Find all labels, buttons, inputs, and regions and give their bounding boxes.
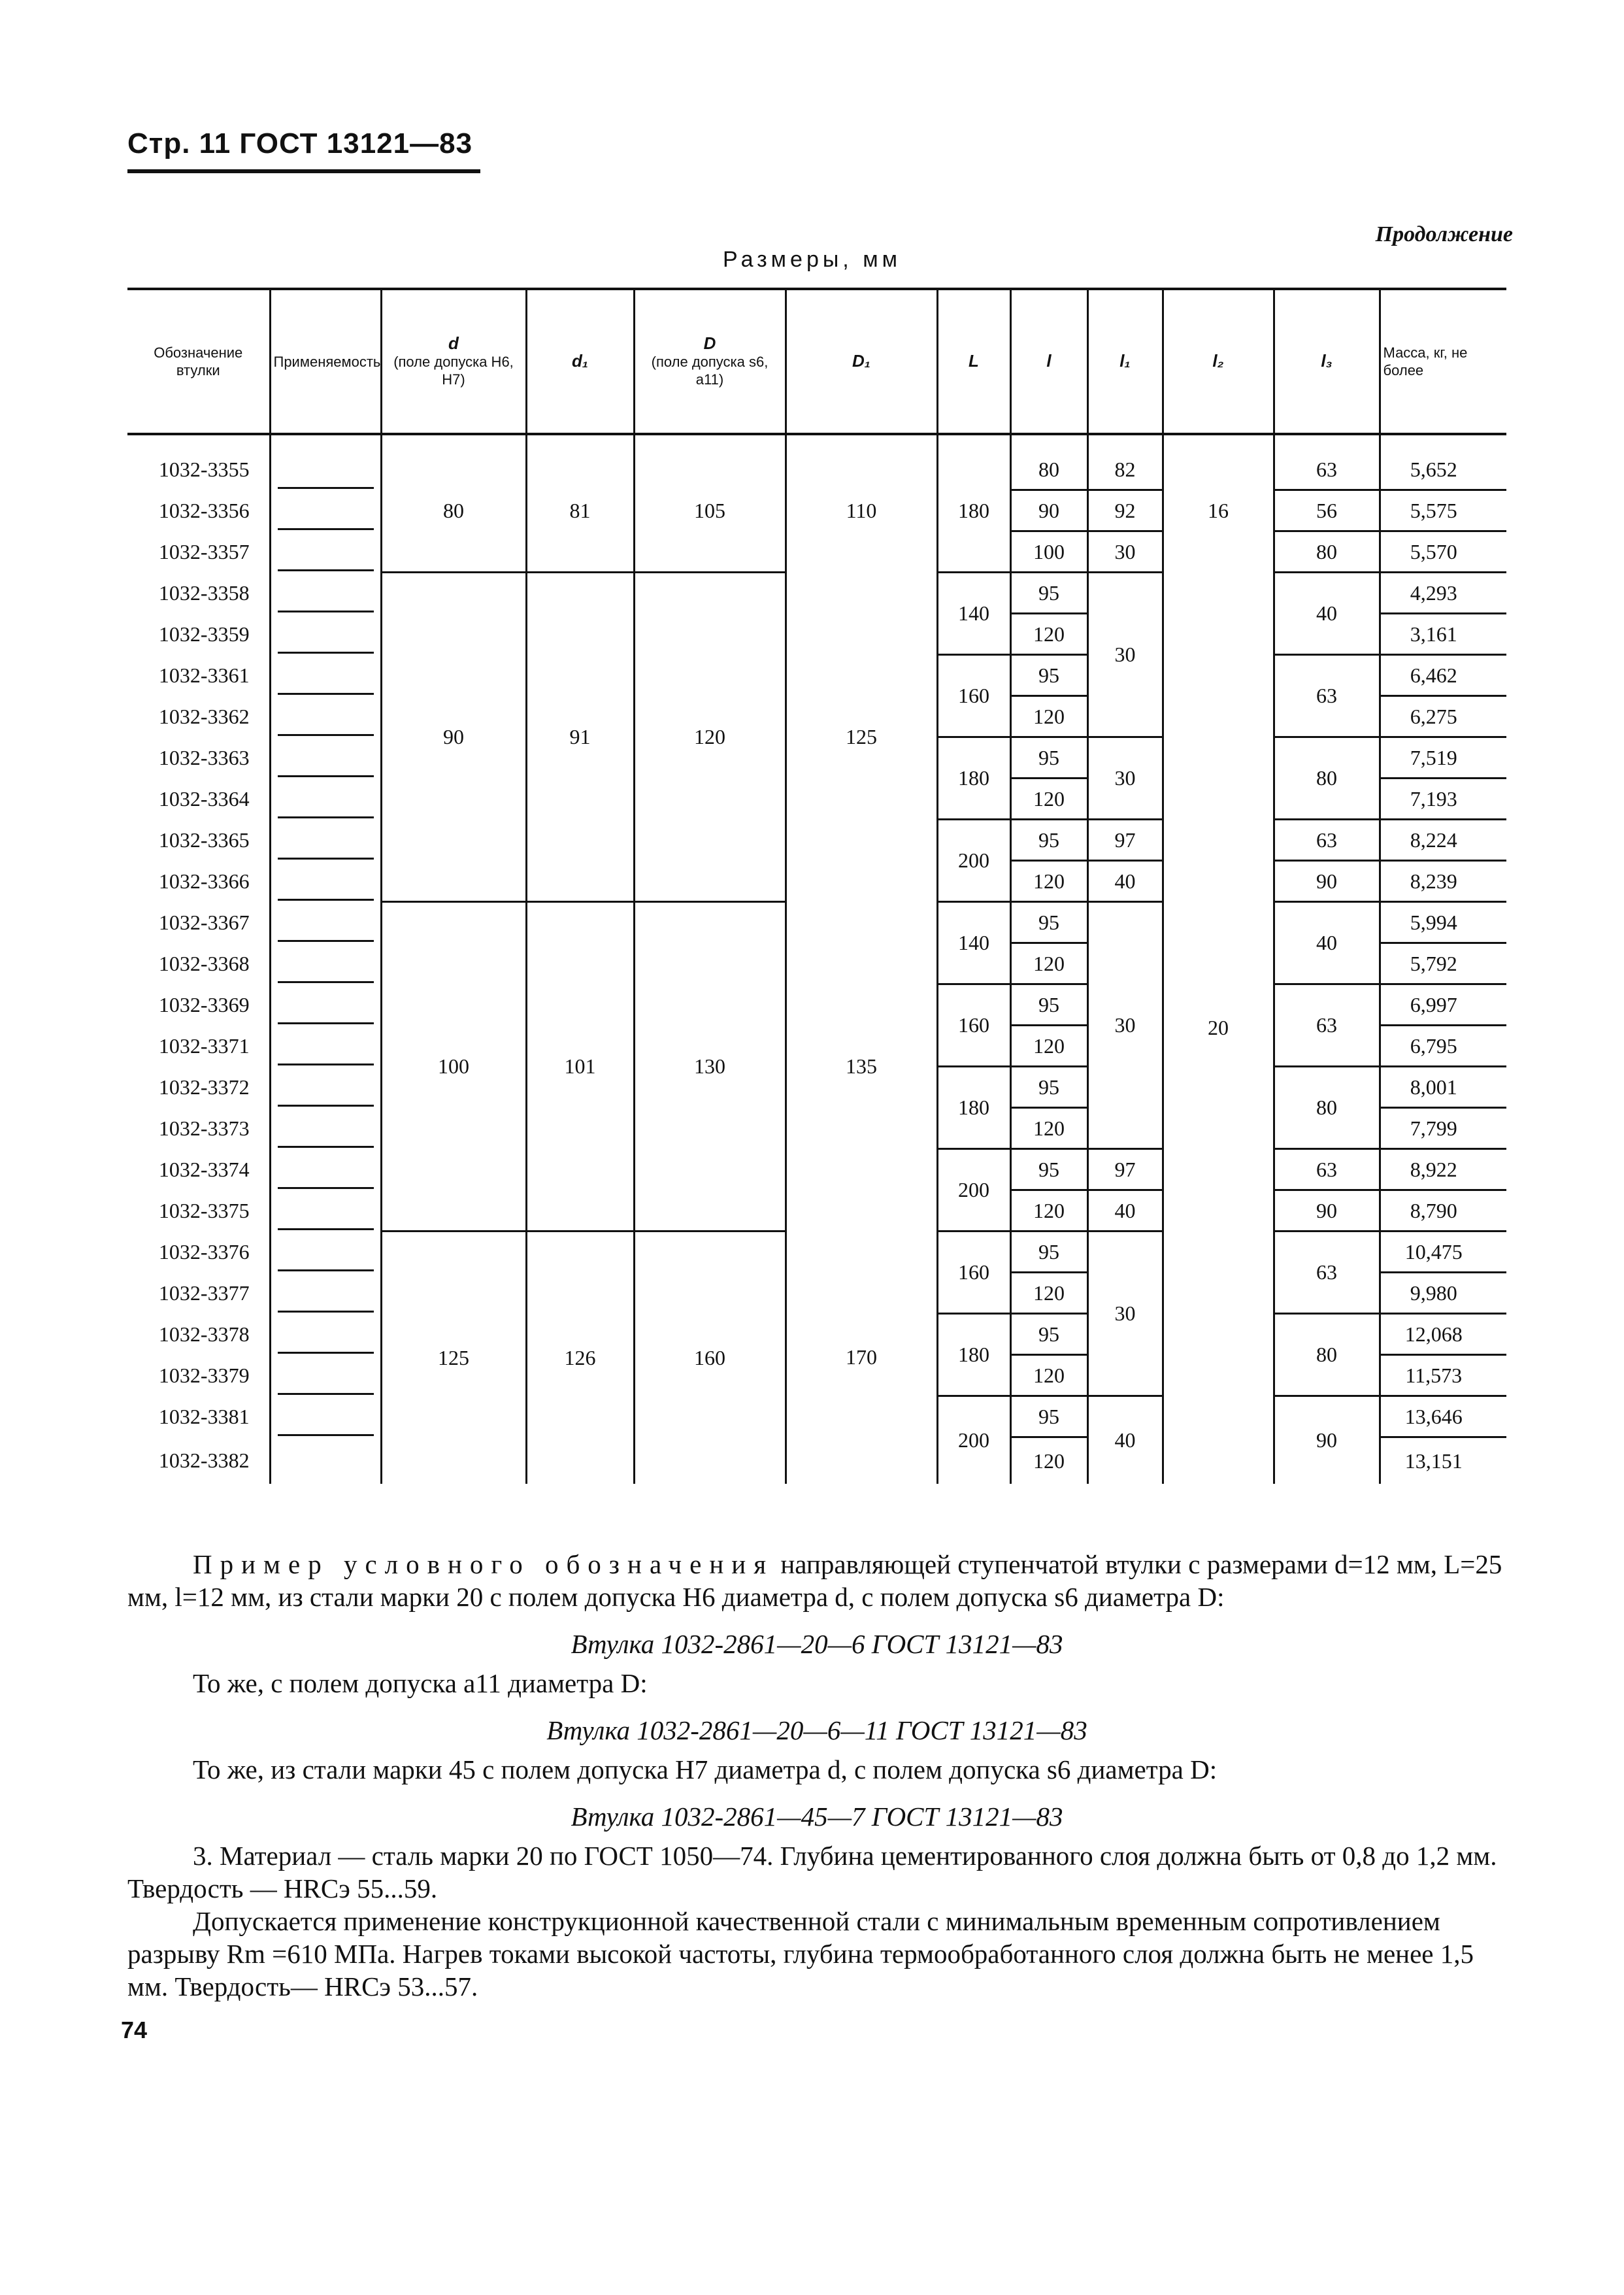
mass-value: 6,462 bbox=[1380, 655, 1506, 696]
blank-line bbox=[278, 1398, 374, 1436]
l-value: 120 bbox=[1010, 779, 1087, 820]
continuation-label: Продолжение bbox=[1375, 222, 1513, 246]
table-header-row bbox=[127, 289, 1506, 434]
D-value: 120 bbox=[634, 573, 786, 902]
mass-value: 8,224 bbox=[1380, 820, 1506, 861]
applicability-cell bbox=[270, 820, 381, 861]
col-l2-symbol: l₂ bbox=[1212, 351, 1224, 371]
applicability-cell bbox=[270, 737, 381, 779]
col-applicability: Применяемость bbox=[270, 289, 381, 434]
blank-line bbox=[278, 492, 374, 530]
l-value: 120 bbox=[1010, 861, 1087, 902]
blank-line bbox=[278, 862, 374, 901]
table-row bbox=[127, 902, 1506, 943]
mass-value: 6,795 bbox=[1380, 1026, 1506, 1067]
mass-value: 5,570 bbox=[1380, 531, 1506, 573]
col-l3-symbol: l₃ bbox=[1321, 351, 1333, 371]
formula-2: Втулка 1032-2861—20—6—11 ГОСТ 13121—83 bbox=[546, 1715, 1087, 1745]
table-body bbox=[127, 434, 1506, 1484]
mass-value: 6,275 bbox=[1380, 696, 1506, 737]
applicability-cell bbox=[270, 1396, 381, 1437]
l-value: 95 bbox=[1010, 1396, 1087, 1437]
l-value: 120 bbox=[1010, 1026, 1087, 1067]
l-value: 95 bbox=[1010, 573, 1087, 614]
L-value: 180 bbox=[937, 737, 1010, 820]
L-value: 200 bbox=[937, 1149, 1010, 1231]
blank-line bbox=[278, 903, 374, 942]
l3-value: 90 bbox=[1274, 1396, 1380, 1484]
page-header: Стр. 11 ГОСТ 13121—83 bbox=[127, 127, 480, 173]
l1-value: 30 bbox=[1087, 1231, 1163, 1396]
D-value: 130 bbox=[634, 902, 786, 1231]
l3-value: 40 bbox=[1274, 573, 1380, 655]
applicability-cell bbox=[270, 943, 381, 984]
page-number: 74 bbox=[121, 2017, 148, 2043]
bushing-code: 1032-3357 bbox=[127, 531, 270, 573]
d-value: 80 bbox=[381, 434, 526, 573]
mass-value: 4,293 bbox=[1380, 573, 1506, 614]
l1-value: 30 bbox=[1087, 531, 1163, 573]
dimensions-table bbox=[127, 288, 1506, 1484]
mass-value: 10,475 bbox=[1380, 1231, 1506, 1273]
blank-line bbox=[278, 1068, 374, 1107]
d1-value: 101 bbox=[526, 902, 634, 1231]
bushing-code: 1032-3382 bbox=[127, 1437, 270, 1484]
blank-line bbox=[278, 821, 374, 860]
l1-value: 30 bbox=[1087, 902, 1163, 1149]
example-intro: Пример условного обозначения bbox=[193, 1549, 774, 1579]
table-row bbox=[127, 1231, 1506, 1273]
bushing-code: 1032-3377 bbox=[127, 1273, 270, 1314]
applicability-cell bbox=[270, 1273, 381, 1314]
col-d1-symbol: d₁ bbox=[571, 351, 589, 371]
bushing-code: 1032-3373 bbox=[127, 1108, 270, 1149]
D-value: 105 bbox=[634, 434, 786, 573]
l-value: 90 bbox=[1010, 490, 1087, 531]
mass-value: 8,922 bbox=[1380, 1149, 1506, 1190]
applicability-cell bbox=[270, 1314, 381, 1355]
l2-value: 16 bbox=[1163, 434, 1274, 573]
formula-1: Втулка 1032-2861—20—6 ГОСТ 13121—83 bbox=[571, 1629, 1063, 1659]
blank-line bbox=[278, 615, 374, 654]
col-L bbox=[937, 289, 1010, 434]
l-value: 120 bbox=[1010, 1437, 1087, 1484]
D1-value: 110 bbox=[786, 434, 937, 573]
l-value: 100 bbox=[1010, 531, 1087, 573]
bushing-code: 1032-3371 bbox=[127, 1026, 270, 1067]
applicability-cell bbox=[270, 1231, 381, 1273]
d1-value: 91 bbox=[526, 573, 634, 902]
col-d-symbol: d bbox=[448, 333, 459, 353]
col-D1-symbol: D₁ bbox=[852, 351, 870, 371]
l3-value: 90 bbox=[1274, 861, 1380, 902]
example-paragraph bbox=[127, 1548, 1506, 1613]
d-value: 125 bbox=[381, 1231, 526, 1484]
L-value: 180 bbox=[937, 1314, 1010, 1396]
mass-value: 7,519 bbox=[1380, 737, 1506, 779]
L-value: 160 bbox=[937, 984, 1010, 1067]
blank-line bbox=[278, 1192, 374, 1230]
bushing-code: 1032-3361 bbox=[127, 655, 270, 696]
blank-line bbox=[278, 574, 374, 612]
col-L-symbol: L bbox=[969, 351, 979, 371]
l3-value: 80 bbox=[1274, 1067, 1380, 1149]
l-value: 120 bbox=[1010, 943, 1087, 984]
L-value: 200 bbox=[937, 1396, 1010, 1484]
l1-value: 92 bbox=[1087, 490, 1163, 531]
d-value: 90 bbox=[381, 573, 526, 902]
col-designation: Обозначение втулки bbox=[127, 289, 270, 434]
applicability-cell bbox=[270, 655, 381, 696]
col-D bbox=[634, 289, 786, 434]
applicability-cell bbox=[270, 1355, 381, 1396]
applicability-cell bbox=[270, 490, 381, 531]
table-row bbox=[127, 573, 1506, 614]
bushing-code: 1032-3374 bbox=[127, 1149, 270, 1190]
same-as-1: То же, с полем допуска a11 диаметра D: bbox=[193, 1668, 648, 1698]
mass-value: 8,239 bbox=[1380, 861, 1506, 902]
bushing-code: 1032-3359 bbox=[127, 614, 270, 655]
col-l bbox=[1010, 289, 1087, 434]
mass-value: 5,792 bbox=[1380, 943, 1506, 984]
col-D-note: (поле допуска s6, a11) bbox=[651, 354, 769, 388]
applicability-cell bbox=[270, 531, 381, 573]
l1-value: 40 bbox=[1087, 1190, 1163, 1231]
l-value: 95 bbox=[1010, 902, 1087, 943]
L-value: 200 bbox=[937, 820, 1010, 902]
mass-value: 13,151 bbox=[1380, 1437, 1506, 1484]
d1-value: 126 bbox=[526, 1231, 634, 1484]
allowed-paragraph: Допускается применение конструкционной качественной стали с минимальным временным сопротивлением разрыву Rm =610 МПа. Нагрев токами высокой частоты, глубина термообработанного слоя должна быть не менее 1,5 мм. Твердость— HRCэ 53...57. bbox=[127, 1906, 1474, 2002]
col-l1 bbox=[1087, 289, 1163, 434]
bushing-code: 1032-3372 bbox=[127, 1067, 270, 1108]
L-value: 180 bbox=[937, 434, 1010, 573]
l3-value: 63 bbox=[1274, 655, 1380, 737]
l-value: 120 bbox=[1010, 1190, 1087, 1231]
l-value: 95 bbox=[1010, 655, 1087, 696]
bushing-code: 1032-3379 bbox=[127, 1355, 270, 1396]
l3-value: 63 bbox=[1274, 1231, 1380, 1314]
l1-value: 82 bbox=[1087, 434, 1163, 490]
blank-line bbox=[278, 656, 374, 695]
l1-value: 97 bbox=[1087, 820, 1163, 861]
applicability-cell bbox=[270, 434, 381, 490]
blank-line bbox=[278, 697, 374, 736]
l-value: 95 bbox=[1010, 1067, 1087, 1108]
l1-value: 40 bbox=[1087, 861, 1163, 902]
blank-line bbox=[278, 780, 374, 818]
L-value: 140 bbox=[937, 573, 1010, 655]
mass-value: 12,068 bbox=[1380, 1314, 1506, 1355]
blank-line bbox=[278, 533, 374, 571]
mass-value: 5,575 bbox=[1380, 490, 1506, 531]
col-l1-symbol: l₁ bbox=[1119, 351, 1131, 371]
bushing-code: 1032-3364 bbox=[127, 779, 270, 820]
same-as-2: То же, из стали марки 45 с полем допуска H7 диаметра d, с полем допуска s6 диаметра D: bbox=[193, 1754, 1218, 1784]
bushing-code: 1032-3381 bbox=[127, 1396, 270, 1437]
mass-value: 6,997 bbox=[1380, 984, 1506, 1026]
col-d-note: (поле допуска H6, H7) bbox=[393, 354, 514, 388]
bushing-code: 1032-3375 bbox=[127, 1190, 270, 1231]
blank-line bbox=[278, 1109, 374, 1148]
material-paragraph: 3. Материал — сталь марки 20 по ГОСТ 1050—74. Глубина цементированного слоя должна быть от 0,8 до 1,2 мм. Твердость — HRCэ 55...59. bbox=[127, 1841, 1497, 1903]
l-value: 95 bbox=[1010, 1231, 1087, 1273]
blank-line bbox=[278, 1027, 374, 1065]
l-value: 95 bbox=[1010, 820, 1087, 861]
applicability-cell bbox=[270, 902, 381, 943]
col-d bbox=[381, 289, 526, 434]
l3-value: 90 bbox=[1274, 1190, 1380, 1231]
body-text bbox=[127, 1548, 1506, 2003]
units-caption: Размеры, мм bbox=[723, 247, 901, 272]
bushing-code: 1032-3355 bbox=[127, 434, 270, 490]
l3-value: 80 bbox=[1274, 1314, 1380, 1396]
blank-line bbox=[278, 945, 374, 983]
mass-value: 9,980 bbox=[1380, 1273, 1506, 1314]
blank-line bbox=[278, 739, 374, 777]
blank-line bbox=[278, 986, 374, 1024]
applicability-cell bbox=[270, 1108, 381, 1149]
applicability-cell bbox=[270, 984, 381, 1026]
mass-value: 5,994 bbox=[1380, 902, 1506, 943]
applicability-cell bbox=[270, 1437, 381, 1484]
D-value: 160 bbox=[634, 1231, 786, 1484]
bushing-code: 1032-3358 bbox=[127, 573, 270, 614]
bushing-code: 1032-3367 bbox=[127, 902, 270, 943]
bushing-code: 1032-3368 bbox=[127, 943, 270, 984]
example-rest: направляющей ступенчатой втулки с размерами d=12 мм, L=25 мм, l=12 мм, из стали марки 20 с полем допуска H6 диаметра d, с полем допуска s6 диаметра D: bbox=[127, 1549, 1502, 1612]
formula-3: Втулка 1032-2861—45—7 ГОСТ 13121—83 bbox=[571, 1801, 1063, 1832]
l-value: 95 bbox=[1010, 984, 1087, 1026]
applicability-cell bbox=[270, 573, 381, 614]
applicability-cell bbox=[270, 1190, 381, 1231]
l3-value: 56 bbox=[1274, 490, 1380, 531]
l-value: 95 bbox=[1010, 1149, 1087, 1190]
d1-value: 81 bbox=[526, 434, 634, 573]
l1-value: 97 bbox=[1087, 1149, 1163, 1190]
mass-value: 7,193 bbox=[1380, 779, 1506, 820]
blank-line bbox=[278, 1150, 374, 1189]
mass-value: 11,573 bbox=[1380, 1355, 1506, 1396]
blank-line bbox=[278, 1315, 374, 1354]
table-row bbox=[127, 434, 1506, 490]
l1-value: 30 bbox=[1087, 573, 1163, 737]
applicability-cell bbox=[270, 696, 381, 737]
l2-value: 20 bbox=[1163, 573, 1274, 1484]
bushing-code: 1032-3365 bbox=[127, 820, 270, 861]
col-l-symbol: l bbox=[1046, 351, 1052, 371]
D1-value: 125 bbox=[786, 573, 937, 902]
applicability-cell bbox=[270, 614, 381, 655]
bushing-code: 1032-3376 bbox=[127, 1231, 270, 1273]
l-value: 95 bbox=[1010, 737, 1087, 779]
mass-value: 7,799 bbox=[1380, 1108, 1506, 1149]
applicability-cell bbox=[270, 1067, 381, 1108]
col-D1 bbox=[786, 289, 937, 434]
mass-value: 3,161 bbox=[1380, 614, 1506, 655]
l-value: 120 bbox=[1010, 614, 1087, 655]
D1-value: 170 bbox=[786, 1231, 937, 1484]
applicability-cell bbox=[270, 779, 381, 820]
l3-value: 80 bbox=[1274, 531, 1380, 573]
L-value: 180 bbox=[937, 1067, 1010, 1149]
col-l3 bbox=[1274, 289, 1380, 434]
applicability-cell bbox=[270, 861, 381, 902]
blank-line bbox=[278, 1356, 374, 1395]
l3-value: 40 bbox=[1274, 902, 1380, 984]
col-D-symbol: D bbox=[703, 333, 716, 353]
bushing-code: 1032-3362 bbox=[127, 696, 270, 737]
bushing-code: 1032-3378 bbox=[127, 1314, 270, 1355]
D1-value: 135 bbox=[786, 902, 937, 1231]
l1-value: 30 bbox=[1087, 737, 1163, 820]
l-value: 120 bbox=[1010, 1355, 1087, 1396]
l3-value: 63 bbox=[1274, 1149, 1380, 1190]
l-value: 120 bbox=[1010, 696, 1087, 737]
blank-line bbox=[278, 450, 374, 489]
mass-value: 13,646 bbox=[1380, 1396, 1506, 1437]
bushing-code: 1032-3366 bbox=[127, 861, 270, 902]
l3-value: 63 bbox=[1274, 984, 1380, 1067]
mass-value: 8,790 bbox=[1380, 1190, 1506, 1231]
bushing-code: 1032-3363 bbox=[127, 737, 270, 779]
col-l2 bbox=[1163, 289, 1274, 434]
l3-value: 63 bbox=[1274, 434, 1380, 490]
l-value: 95 bbox=[1010, 1314, 1087, 1355]
l1-value: 40 bbox=[1087, 1396, 1163, 1484]
blank-line bbox=[278, 1274, 374, 1313]
applicability-cell bbox=[270, 1026, 381, 1067]
mass-value: 8,001 bbox=[1380, 1067, 1506, 1108]
col-d1 bbox=[526, 289, 634, 434]
L-value: 160 bbox=[937, 655, 1010, 737]
l3-value: 63 bbox=[1274, 820, 1380, 861]
l-value: 120 bbox=[1010, 1108, 1087, 1149]
L-value: 160 bbox=[937, 1231, 1010, 1314]
bushing-code: 1032-3356 bbox=[127, 490, 270, 531]
bushing-code: 1032-3369 bbox=[127, 984, 270, 1026]
d-value: 100 bbox=[381, 902, 526, 1231]
applicability-cell bbox=[270, 1149, 381, 1190]
L-value: 140 bbox=[937, 902, 1010, 984]
blank-line bbox=[278, 1233, 374, 1271]
l-value: 120 bbox=[1010, 1273, 1087, 1314]
col-mass: Масса, кг, не более bbox=[1380, 289, 1506, 434]
mass-value: 5,652 bbox=[1380, 434, 1506, 490]
l3-value: 80 bbox=[1274, 737, 1380, 820]
l-value: 80 bbox=[1010, 434, 1087, 490]
